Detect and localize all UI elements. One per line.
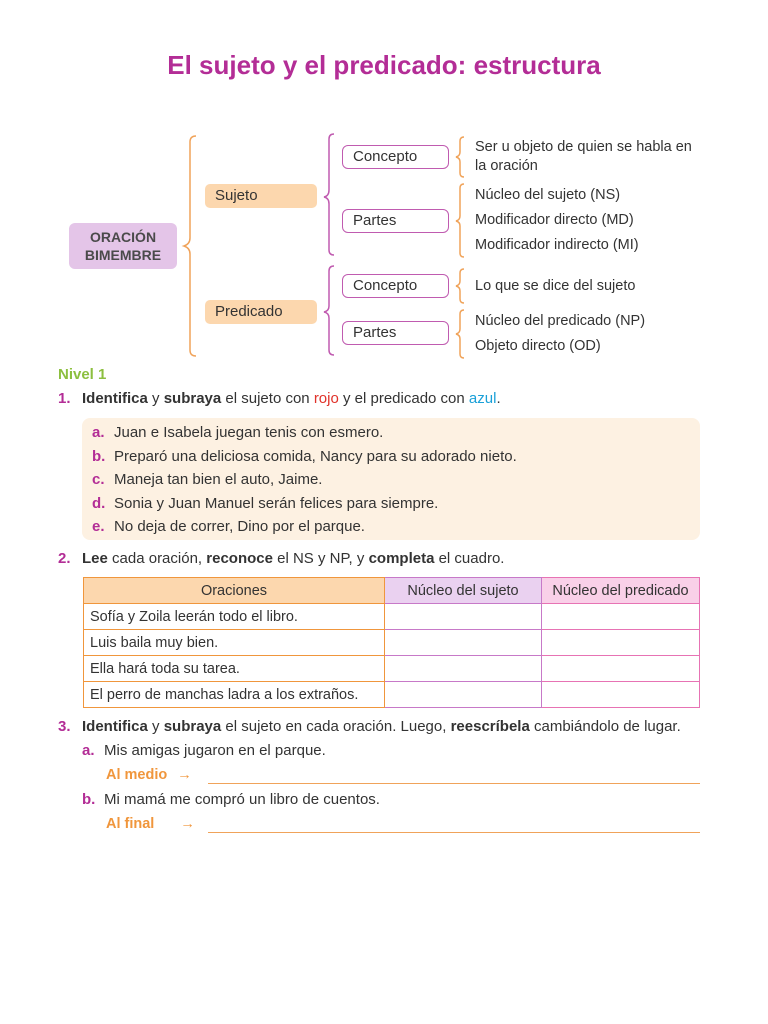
col-header-oraciones: Oraciones <box>84 578 385 604</box>
partes-item: Modificador directo (MD) <box>475 212 634 228</box>
partes-item: Núcleo del sujeto (NS) <box>475 187 621 203</box>
col-header-nucleo-sujeto: Núcleo del sujeto <box>385 578 542 604</box>
sujeto-concepto-box: Concepto <box>342 145 449 169</box>
oracion-bimembre-box <box>69 223 177 269</box>
oracion-cell: Ella hará toda su tarea. <box>84 656 385 682</box>
concept-map-braces <box>0 0 768 370</box>
root-line-1: ORACIÓN <box>89 229 157 245</box>
answer-cell[interactable] <box>385 630 542 656</box>
ex3-instruction: 3. Identifica y subraya el sujeto en cada oración. Luego, reescríbela cambiándolo de lugar. <box>58 718 681 735</box>
list-item[interactable]: b. Preparó una deliciosa comida, Nancy para su adorado nieto. <box>92 447 517 465</box>
predicado-concepto-text: Lo que se dice del sujeto <box>475 278 636 294</box>
table-row <box>84 682 700 708</box>
hint-al-final: Al final → <box>106 816 195 832</box>
answer-cell[interactable] <box>385 604 542 630</box>
answer-cell[interactable] <box>385 682 542 708</box>
nucleos-table <box>83 577 700 708</box>
arrow-right-icon: → <box>180 816 195 832</box>
sujeto-partes-list <box>475 186 639 261</box>
sujeto-partes-box: Partes <box>342 209 449 233</box>
oracion-cell: Luis baila muy bien. <box>84 630 385 656</box>
table-header-row <box>84 578 700 604</box>
table-row <box>84 630 700 656</box>
ex3-item-b: b. Mi mamá me compró un libro de cuentos. <box>82 791 380 808</box>
answer-line-b[interactable] <box>208 832 700 833</box>
list-item[interactable]: e. No deja de correr, Dino por el parque. <box>92 518 365 535</box>
nivel-heading: Nivel 1 <box>58 366 107 383</box>
ex2-number: 2. <box>58 550 71 567</box>
ex1-number: 1. <box>58 390 71 407</box>
predicado-concepto-box: Concepto <box>342 274 449 298</box>
root-line-2: BIMEMBRE <box>84 247 162 263</box>
table-row <box>84 656 700 682</box>
ex3-item-a: a. Mis amigas jugaron en el parque. <box>82 742 326 759</box>
predicado-partes-box: Partes <box>342 321 449 345</box>
answer-line-a[interactable] <box>208 783 700 784</box>
predicado-box: Predicado <box>205 300 317 324</box>
col-header-nucleo-predicado: Núcleo del predicado <box>542 578 700 604</box>
answer-cell[interactable] <box>542 630 700 656</box>
arrow-right-icon: → <box>177 767 192 783</box>
partes-item: Objeto directo (OD) <box>475 338 601 354</box>
ex1-sentences-box <box>82 418 700 540</box>
sujeto-box: Sujeto <box>205 184 317 208</box>
table-row <box>84 604 700 630</box>
ex1-instruction: 1. Identifica y subraya el sujeto con rojo y el predicado con azul. <box>58 390 501 407</box>
answer-cell[interactable] <box>542 656 700 682</box>
oracion-cell: El perro de manchas ladra a los extraños. <box>84 682 385 708</box>
oracion-cell: Sofía y Zoila leerán todo el libro. <box>84 604 385 630</box>
ex3-number: 3. <box>58 718 71 735</box>
rojo-word: rojo <box>313 390 339 407</box>
list-item[interactable]: d. Sonia y Juan Manuel serán felices para siempre. <box>92 494 439 512</box>
page-title: El sujeto y el predicado: estructura <box>167 50 601 80</box>
answer-cell[interactable] <box>385 656 542 682</box>
partes-item: Modificador indirecto (MI) <box>475 237 639 253</box>
ex2-instruction: 2. Lee cada oración, reconoce el NS y NP, y completa el cuadro. <box>58 550 505 567</box>
answer-cell[interactable] <box>542 604 700 630</box>
hint-al-medio: Al medio → <box>106 767 192 783</box>
azul-word: azul <box>468 390 497 407</box>
partes-item: Núcleo del predicado (NP) <box>475 313 646 329</box>
answer-cell[interactable] <box>542 682 700 708</box>
sujeto-concepto-text: Ser u objeto de quien se habla en la oración <box>475 139 692 174</box>
predicado-partes-list <box>475 312 645 362</box>
list-item[interactable]: a. Juan e Isabela juegan tenis con esmero. <box>92 424 384 441</box>
list-item[interactable]: c. Maneja tan bien el auto, Jaime. <box>92 471 323 488</box>
